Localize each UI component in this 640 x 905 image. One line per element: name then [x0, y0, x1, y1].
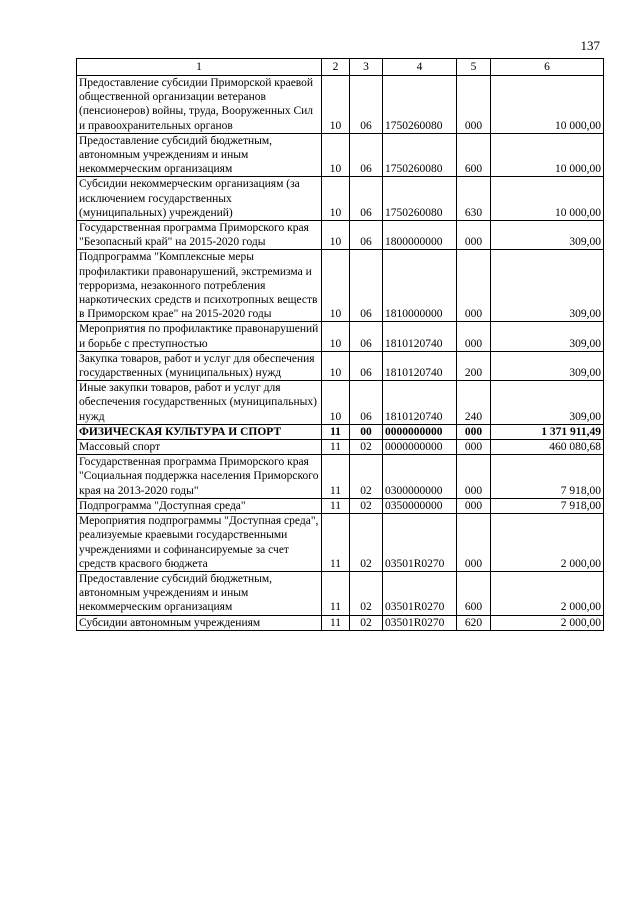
row-sum: 309,00 [491, 322, 604, 351]
table-body [77, 76, 604, 631]
row-subsection: 02 [350, 514, 383, 572]
row-section: 10 [322, 177, 350, 221]
row-subsection: 06 [350, 322, 383, 351]
row-sum: 309,00 [491, 351, 604, 380]
row-section: 11 [322, 514, 350, 572]
row-subsection: 06 [350, 133, 383, 177]
row-name: Подпрограмма "Доступная среда" [77, 498, 322, 513]
table-row [77, 133, 604, 177]
row-expense-type: 240 [457, 381, 491, 425]
row-sum: 7 918,00 [491, 498, 604, 513]
row-expense-type: 000 [457, 498, 491, 513]
row-subsection: 02 [350, 440, 383, 455]
header-col-3: 3 [350, 59, 383, 76]
row-name: Субсидии автономным учреждениям [77, 615, 322, 630]
row-code: 1750260080 [383, 76, 457, 134]
row-section: 11 [322, 615, 350, 630]
row-section: 11 [322, 455, 350, 499]
row-code: 1750260080 [383, 177, 457, 221]
row-name: Субсидии некоммерческим организациям (за исключением государственных (муниципальных) учреждений) [77, 177, 322, 221]
row-name: Закупка товаров, работ и услуг для обеспечения государственных (муниципальных) нужд [77, 351, 322, 380]
row-code: 03501R0270 [383, 514, 457, 572]
row-subsection: 06 [350, 76, 383, 134]
row-subsection: 06 [350, 351, 383, 380]
row-expense-type: 600 [457, 133, 491, 177]
row-name: Мероприятия подпрограммы "Доступная среда", реализуемые краевыми государственными учреждениями и софинансируемые за счет средств красвого бюджета [77, 514, 322, 572]
table-row [77, 351, 604, 380]
row-code: 0000000000 [383, 440, 457, 455]
row-name: Иные закупки товаров, работ и услуг для обеспечения государственных (муниципальных) нужд [77, 381, 322, 425]
row-code: 1810120740 [383, 381, 457, 425]
row-section: 10 [322, 76, 350, 134]
row-subsection: 06 [350, 221, 383, 250]
row-sum: 2 000,00 [491, 571, 604, 615]
row-expense-type: 620 [457, 615, 491, 630]
row-name: Государственная программа Приморского края "Безопасный край" на 2015-2020 годы [77, 221, 322, 250]
row-sum: 7 918,00 [491, 455, 604, 499]
row-code: 1750260080 [383, 133, 457, 177]
row-expense-type: 000 [457, 455, 491, 499]
table-row [77, 498, 604, 513]
row-name: Предоставление субсидий бюджетным, автономным учреждениям и иным некоммерческим организациям [77, 571, 322, 615]
row-subsection: 02 [350, 455, 383, 499]
row-name: Мероприятия по профилактике правонарушений и борьбе с преступностью [77, 322, 322, 351]
row-section: 10 [322, 351, 350, 380]
row-section: 10 [322, 322, 350, 351]
table-row [77, 76, 604, 134]
row-section: 11 [322, 424, 350, 439]
row-sum: 460 080,68 [491, 440, 604, 455]
row-sum: 309,00 [491, 381, 604, 425]
table-row [77, 177, 604, 221]
row-subsection: 06 [350, 250, 383, 322]
row-sum: 309,00 [491, 221, 604, 250]
row-name: Предоставление субсидий бюджетным, автономным учреждениям и иным некоммерческим организациям [77, 133, 322, 177]
table-row [77, 615, 604, 630]
row-code: 03501R0270 [383, 571, 457, 615]
table-row [77, 455, 604, 499]
row-subsection: 02 [350, 498, 383, 513]
header-col-5: 5 [457, 59, 491, 76]
table-row [77, 571, 604, 615]
row-expense-type: 000 [457, 250, 491, 322]
table-row [77, 381, 604, 425]
header-col-2: 2 [322, 59, 350, 76]
row-section: 11 [322, 571, 350, 615]
table-header-row [77, 59, 604, 76]
table-row [77, 440, 604, 455]
row-expense-type: 600 [457, 571, 491, 615]
row-code: 1810120740 [383, 322, 457, 351]
table-row [77, 322, 604, 351]
row-name: Государственная программа Приморского края "Социальная поддержка населения Приморского края на 2013-2020 годы" [77, 455, 322, 499]
row-sum: 2 000,00 [491, 514, 604, 572]
row-sum: 10 000,00 [491, 76, 604, 134]
table-row [77, 424, 604, 439]
header-col-6: 6 [491, 59, 604, 76]
row-code: 0000000000 [383, 424, 457, 439]
row-sum: 309,00 [491, 250, 604, 322]
row-expense-type: 000 [457, 322, 491, 351]
row-subsection: 02 [350, 615, 383, 630]
row-subsection: 06 [350, 381, 383, 425]
row-expense-type: 000 [457, 76, 491, 134]
header-col-4: 4 [383, 59, 457, 76]
row-code: 0350000000 [383, 498, 457, 513]
table-row [77, 221, 604, 250]
row-sum: 1 371 911,49 [491, 424, 604, 439]
header-col-1: 1 [77, 59, 322, 76]
row-sum: 10 000,00 [491, 133, 604, 177]
row-code: 1810120740 [383, 351, 457, 380]
row-expense-type: 630 [457, 177, 491, 221]
row-sum: 2 000,00 [491, 615, 604, 630]
row-section: 11 [322, 440, 350, 455]
row-code: 03501R0270 [383, 615, 457, 630]
row-section: 10 [322, 381, 350, 425]
row-expense-type: 200 [457, 351, 491, 380]
row-section: 10 [322, 250, 350, 322]
row-expense-type: 000 [457, 440, 491, 455]
row-expense-type: 000 [457, 514, 491, 572]
row-expense-type: 000 [457, 424, 491, 439]
budget-table [76, 58, 604, 631]
row-expense-type: 000 [457, 221, 491, 250]
row-subsection: 02 [350, 571, 383, 615]
row-code: 1800000000 [383, 221, 457, 250]
table-row [77, 514, 604, 572]
row-section: 10 [322, 133, 350, 177]
row-section: 10 [322, 221, 350, 250]
row-section: 11 [322, 498, 350, 513]
row-name: Подпрограмма "Комплексные меры профилактики правонарушений, экстремизма и терроризма, незаконного потребления наркотических средств и психотропных веществ в Приморском крае" на 2015-2020 годы [77, 250, 322, 322]
row-name: Предоставление субсидии Приморской краевой общественной организации ветеранов (пенсионеров) войны, труда, Вооруженных Сил и правоохранительных органов [77, 76, 322, 134]
row-code: 0300000000 [383, 455, 457, 499]
row-sum: 10 000,00 [491, 177, 604, 221]
page-number: 137 [580, 38, 600, 53]
table-row [77, 250, 604, 322]
row-subsection: 06 [350, 177, 383, 221]
row-name: ФИЗИЧЕСКАЯ КУЛЬТУРА И СПОРТ [77, 424, 322, 439]
row-name: Массовый спорт [77, 440, 322, 455]
row-code: 1810000000 [383, 250, 457, 322]
row-subsection: 00 [350, 424, 383, 439]
